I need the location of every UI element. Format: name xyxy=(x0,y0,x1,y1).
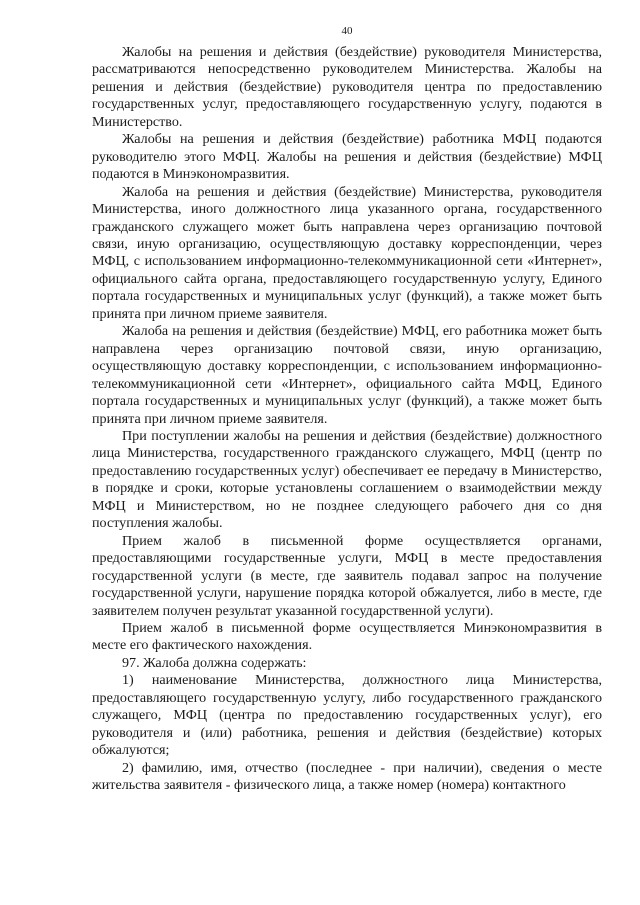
paragraph-complaints-head: Жалобы на решения и действия (бездействие) руководителя Министерства, рассматриваются непосредственно руководителем Министерства. Жалобы на решения и действия (бездействие) руководителя центра по предоставлению государственных услуг, предоставляющего государственную услугу, подаются в Министерство. xyxy=(92,44,602,130)
paragraph-complaints-mfc-worker: Жалобы на решения и действия (бездействие) работника МФЦ подаются руководителю этого МФЦ. Жалобы на решения и действия (бездействие) МФЦ подаются в Минэкономразвития. xyxy=(92,131,602,183)
paragraph-complaint-ministry-channels: Жалоба на решения и действия (бездействие) Министерства, руководителя Министерства, иного должностного лица указанного органа, государственного гражданского служащего может быть направлена через организацию почтовой связи, иную организацию, осуществляющую доставку корреспонденции, через МФЦ, с использованием информационно-телекоммуникационной сети «Интернет», официального сайта органа, предоставляющего государственную услугу, Единого портала государственных и муниципальных услуг (функций), а также может быть принята при личном приеме заявителя. xyxy=(92,183,602,322)
paragraph-item-97-2: 2) фамилию, имя, отчество (последнее - при наличии), сведения о месте жительства заявителя - физического лица, а также номер (номера) контактного xyxy=(92,759,602,794)
paragraph-written-complaints-ministry: Прием жалоб в письменной форме осуществляется Минэкономразвития в месте его фактического нахождения. xyxy=(92,619,602,654)
page-number: 40 xyxy=(341,25,353,37)
paragraph-complaint-transfer: При поступлении жалобы на решения и действия (бездействие) должностного лица Министерства, государственного гражданского служащего, МФЦ (центр по предоставлению государственных услуг) обеспечивает ее передачу в Министерство, в порядке и сроки, которые установлены соглашением о взаимодействии между МФЦ и Министерством, но не позднее следующего рабочего дня со дня поступления жалобы. xyxy=(92,427,602,532)
paragraph-complaint-mfc-channels: Жалоба на решения и действия (бездействие) МФЦ, его работника может быть направлена через организацию почтовой связи, иную организацию, осуществляющую доставку корреспонденции, с использованием информационно-телекоммуникационной сети «Интернет», официального сайта МФЦ, Единого портала государственных и муниципальных услуг (функций), а также может быть принята при личном приеме заявителя. xyxy=(92,323,602,427)
paragraph-written-complaints-bodies: Прием жалоб в письменной форме осуществляется органами, предоставляющими государственные услуги, МФЦ в месте предоставления государственной услуги (в месте, где заявитель подавал запрос на получение государственной услуги, нарушение порядка которой обжалуется, либо в месте, где заявителем получен результат указанной государственной услуги). xyxy=(92,532,602,619)
paragraph-item-97: 97. Жалоба должна содержать: xyxy=(122,654,307,671)
paragraph-item-97-1: 1) наименование Министерства, должностного лица Министерства, предоставляющего государственную услугу, либо государственного гражданского служащего, МФЦ (центра по предоставлению государственных услуг), его руководителя и (или) работника, решения и действия (бездействие) которых обжалуются; xyxy=(92,672,602,759)
